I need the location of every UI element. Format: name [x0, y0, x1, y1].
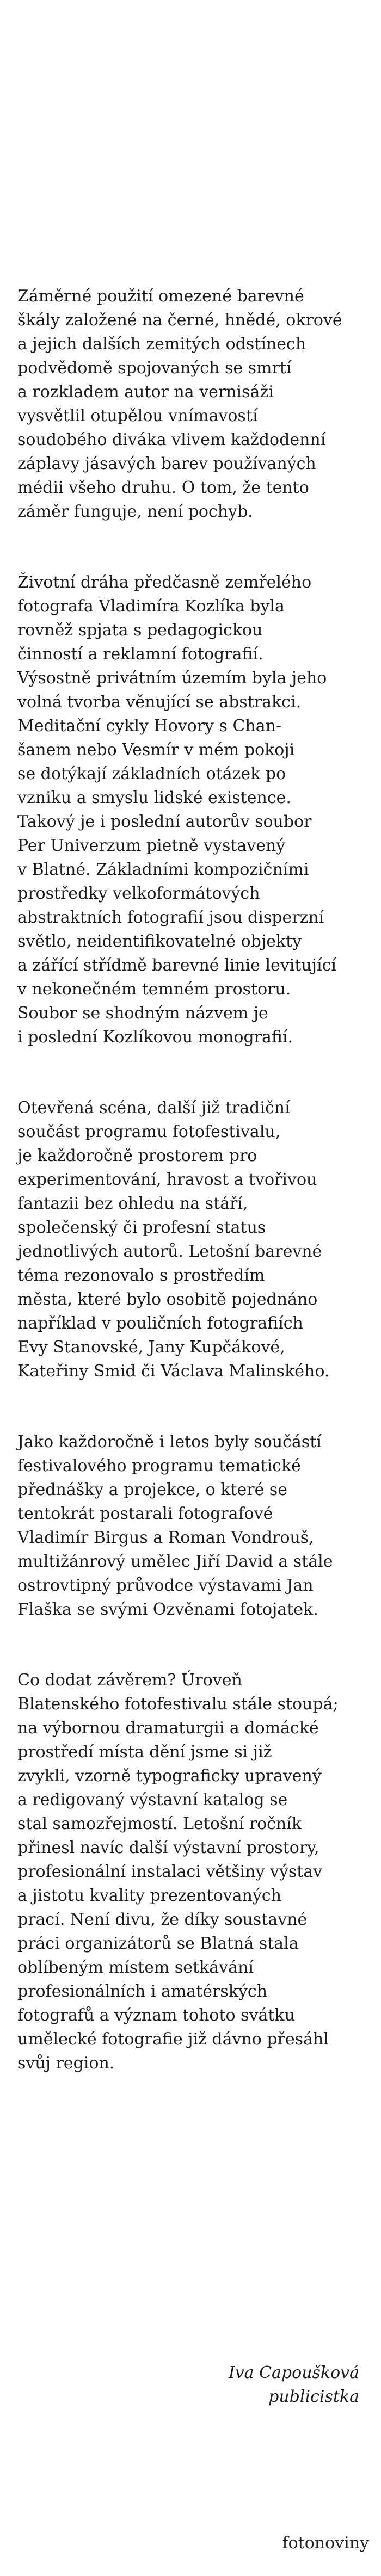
- paragraph-4: [17, 1430, 355, 1622]
- author-signature: [229, 2361, 359, 2409]
- text-line: Vladimír Birgus a Roman Vondrouš,: [17, 1528, 314, 1547]
- paragraph-5: [17, 1669, 355, 2075]
- text-line: stal samozřejmostí. Letošní ročník: [17, 1814, 302, 1833]
- text-line: záplavy jásavých barev používaných: [17, 454, 316, 473]
- text-line: a jejich dalších zemitých odstínech: [17, 335, 306, 354]
- text-line: na výbornou dramaturgii a domácké: [17, 1719, 319, 1738]
- text-line: profesionální instalaci většiny výstav: [17, 1862, 323, 1881]
- text-line: i poslední Kozlíkovou monografií.: [17, 1028, 293, 1047]
- text-line: vysvětlil otupělou vnímavostí: [17, 406, 258, 425]
- text-line: rovněž spjata s pedagogickou: [17, 621, 263, 640]
- text-line: a rozkladem autor na vernisáži: [17, 382, 274, 401]
- text-line: podvědomě spojovaných se smrtí: [17, 359, 292, 378]
- text-line: zvykli, vzorně typograficky upravený: [17, 1766, 322, 1786]
- text-line: se dotýkají základních otázek po: [17, 764, 286, 783]
- text-line: prostředí místa dění jsme si již: [17, 1743, 272, 1762]
- text-line: fantazii bez ohledu na stáří,: [17, 1194, 248, 1213]
- text-line: města, které bylo osobitě pojednáno: [17, 1290, 318, 1309]
- article-body: [17, 285, 355, 2075]
- text-line: Blatenského fotofestivalu stále stoupá;: [17, 1695, 339, 1714]
- text-line: téma rezonovalo s prostředím: [17, 1266, 265, 1285]
- text-line: Meditační cykly Hovory s Chan-: [17, 716, 282, 736]
- text-line: šanem nebo Vesmír v mém pokoji: [17, 740, 295, 759]
- text-line: fotografů a význam tohoto svátku: [17, 2006, 295, 2025]
- author-role: publicistka: [268, 2387, 359, 2406]
- paragraph-2: [17, 571, 355, 1049]
- text-line: festivalového programu tematické: [17, 1456, 301, 1475]
- text-line: jednotlivých autorů. Letošní barevné: [17, 1242, 322, 1261]
- text-line: záměr funguje, není pochyb.: [17, 502, 253, 521]
- text-line: Per Univerzum pietně vystavený: [17, 836, 286, 855]
- text-line: ostrovtipný průvodce výstavami Jan: [17, 1576, 314, 1595]
- text-line: součást programu fotofestivalu,: [17, 1122, 281, 1141]
- text-line: Flaška se svými Ozvěnami fotojatek.: [17, 1600, 318, 1619]
- text-line: společenský či profesní status: [17, 1218, 266, 1237]
- text-line: v Blatné. Základními kompozičními: [17, 860, 309, 879]
- text-line: Kateřiny Smid či Václava Malinského.: [17, 1362, 330, 1381]
- text-line: světlo, neidentifikovatelné objekty: [17, 932, 302, 951]
- text-line: umělecké fotografie již dávno přesáhl: [17, 2030, 329, 2049]
- text-line: v nekonečném temném prostoru.: [17, 980, 291, 999]
- text-line: fotografa Vladimíra Kozlíka byla: [17, 597, 285, 616]
- text-line: Evy Stanovské, Jany Kupčákové,: [17, 1338, 285, 1357]
- text-line: a redigovaný výstavní katalog se: [17, 1790, 288, 1809]
- text-line: činností a reklamní fotografií.: [17, 645, 263, 664]
- text-line: multižánrový umělec Jiří David a stále: [17, 1552, 333, 1571]
- text-line: například v pouličních fotografiích: [17, 1314, 303, 1333]
- paragraph-3: [17, 1096, 355, 1383]
- text-line: Otevřená scéna, další již tradiční: [17, 1098, 290, 1117]
- text-line: Jako každoročně i letos byly součástí: [17, 1432, 322, 1451]
- text-line: Co dodat závěrem? Úroveň: [17, 1671, 242, 1690]
- text-line: a jistotu kvality prezentovaných: [17, 1886, 282, 1905]
- text-line: soudobého diváka vlivem každodenní: [17, 430, 326, 449]
- text-line: Výsostně privátním územím byla jeho: [17, 669, 327, 688]
- text-line: Záměrné použití omezené barevné: [17, 287, 304, 306]
- text-line: prostředky velkoformátových: [17, 884, 260, 903]
- text-line: svůj region.: [17, 2054, 115, 2073]
- author-name: Iva Capoušková: [228, 2363, 359, 2382]
- text-line: a zářící střídmě barevné linie levitující: [17, 956, 337, 975]
- footer-label: fotonoviny: [282, 2534, 369, 2553]
- text-line: je každoročně prostorem pro: [17, 1146, 257, 1165]
- text-line: Takový je i poslední autorův soubor: [17, 812, 312, 831]
- text-line: Životní dráha předčasně zemřelého: [17, 573, 312, 592]
- text-line: abstraktních fotografií jsou disperzní: [17, 908, 324, 927]
- text-line: médii všeho druhu. O tom, že tento: [17, 478, 309, 497]
- text-line: škály založené na černé, hnědé, okrové: [17, 311, 342, 330]
- text-line: experimentování, hravost a tvořivou: [17, 1170, 317, 1189]
- text-line: oblíbeným místem setkávání: [17, 1958, 254, 1977]
- text-line: prací. Není divu, že díky soustavné: [17, 1910, 308, 1929]
- text-line: přinesl navíc další výstavní prostory,: [17, 1838, 319, 1857]
- paragraph-1: [17, 285, 355, 524]
- text-line: tentokrát postarali fotografové: [17, 1504, 273, 1523]
- text-line: profesionálních i amatérských: [17, 1982, 268, 2001]
- text-line: přednášky a projekce, o které se: [17, 1480, 288, 1499]
- text-line: vzniku a smyslu lidské existence.: [17, 788, 291, 807]
- text-line: práci organizátorů se Blatná stala: [17, 1934, 299, 1953]
- text-line: Soubor se shodným názvem je: [17, 1004, 268, 1023]
- text-line: volná tvorba věnující se abstrakci.: [17, 693, 302, 712]
